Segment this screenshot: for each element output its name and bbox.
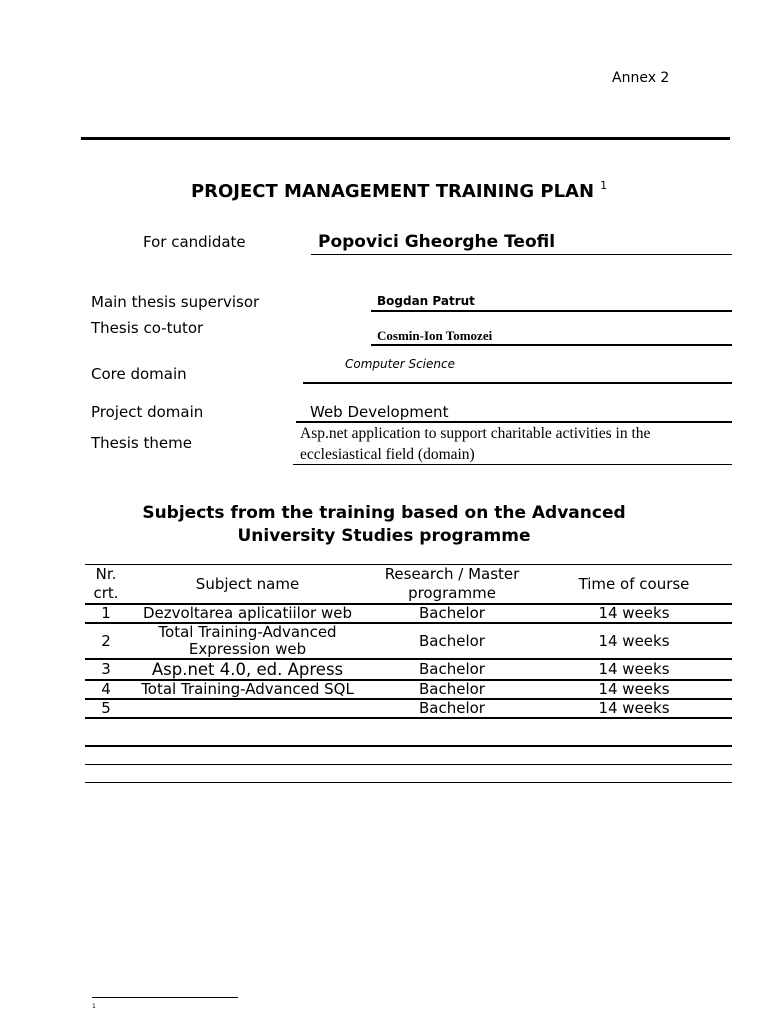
subjects-table: [85, 564, 732, 783]
core-domain-underline: [303, 382, 732, 384]
cell-subject: Total Training-Advanced SQL: [141, 680, 354, 698]
project-domain-value: Web Development: [310, 403, 449, 421]
subjects-heading-line-1: Subjects from the training based on the Advanced: [142, 503, 626, 523]
thesis-theme-label: Thesis theme: [91, 434, 192, 452]
cell-subject: [127, 623, 368, 659]
subjects-heading-line-2: University Studies programme: [237, 526, 531, 546]
cell-programme: Bachelor: [419, 660, 485, 678]
title-footnote-ref: 1: [600, 179, 608, 192]
document-title: [0, 181, 768, 202]
table-header-row: [85, 565, 732, 605]
col-header-nr: [85, 565, 127, 605]
cell-time: 14 weeks: [598, 699, 670, 717]
table-row: [85, 680, 732, 699]
thesis-theme-value: Asp.net application to support charitable activities in the ecclesiastical field (domain): [300, 425, 651, 463]
cell-nr: 1: [101, 604, 111, 622]
cell-time: 14 weeks: [598, 604, 670, 622]
col-header-subject: Subject name: [195, 574, 300, 593]
col-header-nr-line-2: crt.: [93, 584, 119, 602]
cell-programme: Bachelor: [419, 680, 485, 698]
cell-time: 14 weeks: [598, 680, 670, 698]
header-rule: [81, 137, 730, 140]
core-domain-label: Core domain: [91, 365, 187, 383]
cell-time: 14 weeks: [598, 631, 670, 650]
subjects-heading: [0, 502, 768, 548]
cell-subject-line-1: Total Training-Advanced: [158, 623, 337, 641]
cell-programme: Bachelor: [419, 699, 485, 717]
core-domain-value: Computer Science: [345, 357, 455, 371]
cell-subject-line-2: Expression web: [188, 640, 307, 658]
col-header-programme: [368, 565, 536, 605]
table-row: [85, 699, 732, 718]
cell-nr: 3: [101, 660, 111, 678]
cell-nr: 5: [101, 699, 111, 717]
table-row-empty: [85, 718, 732, 746]
project-domain-label: Project domain: [91, 403, 204, 421]
title-text: PROJECT MANAGEMENT TRAINING PLAN: [190, 181, 595, 202]
cell-time: 14 weeks: [598, 660, 670, 678]
candidate-underline: [311, 254, 732, 255]
candidate-name: Popovici Gheorghe Teofil: [318, 232, 556, 252]
table-row-empty: [85, 764, 732, 782]
cotutor-label: Thesis co-tutor: [91, 319, 204, 337]
cell-subject: Asp.net 4.0, ed. Apress: [151, 660, 344, 679]
cotutor-name: Cosmin-Ion Tomozei: [377, 328, 493, 343]
table-row: [85, 604, 732, 623]
supervisor-underline: [371, 310, 732, 312]
candidate-label: For candidate: [143, 233, 246, 251]
cell-subject: [127, 699, 368, 718]
col-header-nr-line-1: Nr.: [95, 565, 117, 583]
thesis-theme-underline: [293, 464, 732, 465]
cell-programme: Bachelor: [419, 631, 485, 650]
col-header-programme-line-2: programme: [408, 584, 496, 602]
cell-programme: Bachelor: [419, 604, 485, 622]
cotutor-underline: [371, 344, 732, 346]
table-row: [85, 623, 732, 659]
footnote-separator: [92, 997, 238, 998]
table-row: [85, 659, 732, 680]
supervisor-label: Main thesis supervisor: [91, 293, 260, 311]
annex-label: Annex 2: [612, 70, 670, 86]
table-row-empty: [85, 746, 732, 764]
cell-subject: Dezvoltarea aplicatiilor web: [143, 604, 352, 622]
footnote-marker: 1: [92, 1003, 96, 1010]
cell-nr: 2: [101, 631, 111, 650]
cell-nr: 4: [101, 680, 111, 698]
supervisor-name: Bogdan Patrut: [377, 294, 475, 308]
col-header-time: Time of course: [578, 574, 690, 593]
col-header-programme-line-1: Research / Master: [384, 565, 520, 583]
